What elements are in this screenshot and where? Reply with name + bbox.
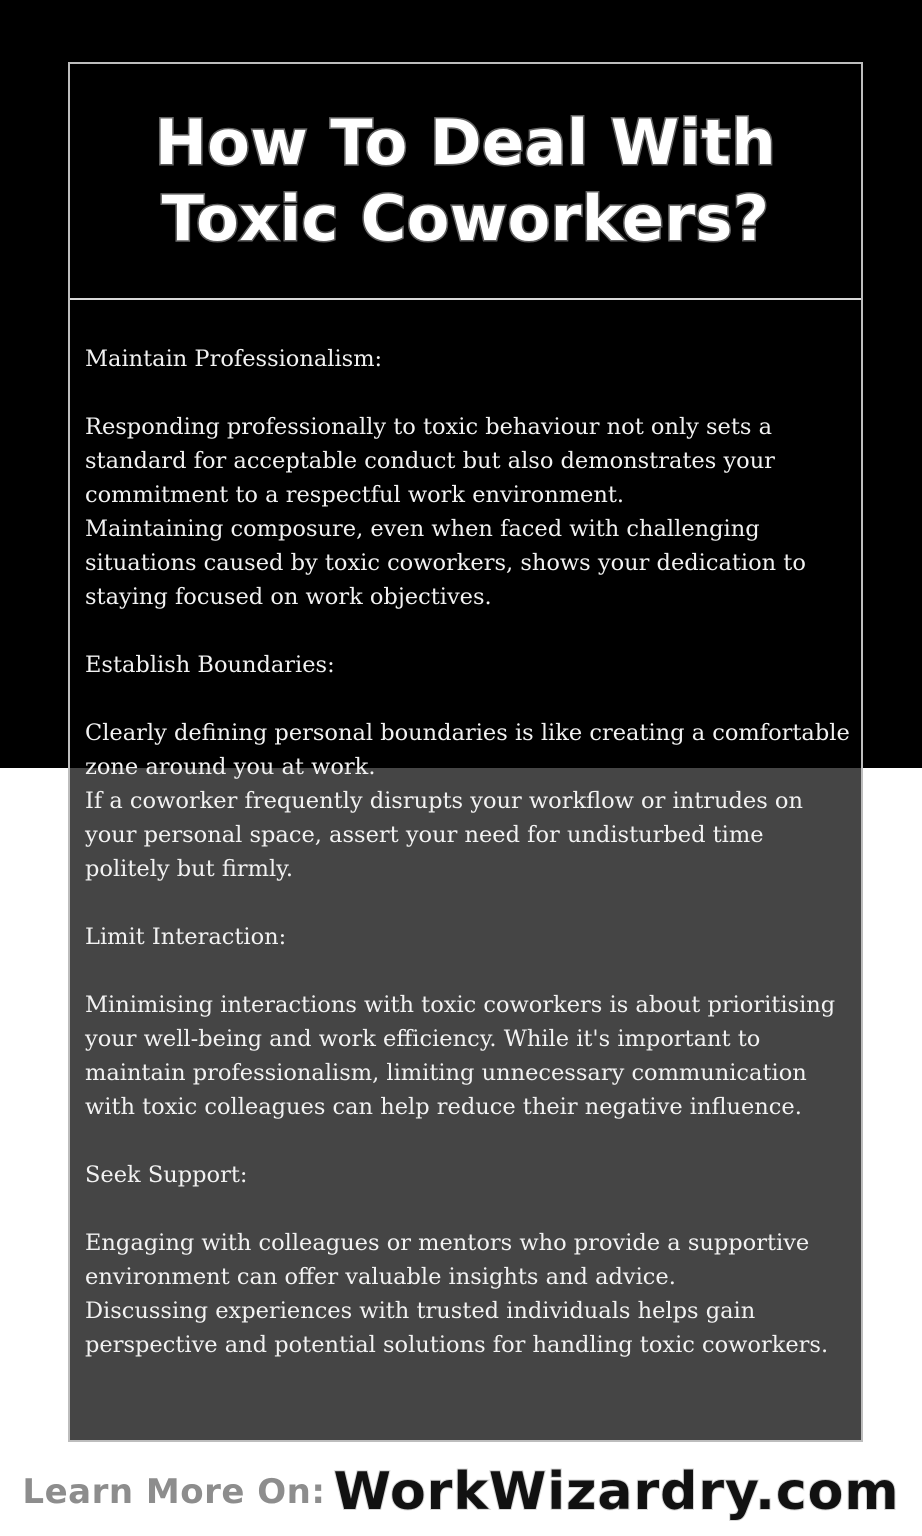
section-paragraph: Maintaining composure, even when faced with challenging situations caused by toxic coworkers, shows your dedication to staying focused on work objectives. bbox=[85, 516, 814, 610]
section-heading: Maintain Professionalism: bbox=[85, 346, 383, 372]
section-paragraph: Minimising interactions with toxic coworkers is about prioritising your well-being and work efficiency. While it's important to maintain professionalism, limiting unnecessary communication with toxic colleagues can help reduce their negative influence. bbox=[85, 992, 843, 1120]
article-content bbox=[85, 342, 855, 1362]
section-paragraph: Clearly defining personal boundaries is like creating a comfortable zone around you at work. bbox=[85, 720, 857, 780]
section-heading: Seek Support: bbox=[85, 1162, 248, 1188]
footer-banner bbox=[0, 1462, 922, 1522]
page-title: How To Deal With Toxic Coworkers? bbox=[154, 106, 777, 255]
section-paragraph: If a coworker frequently disrupts your workflow or intrudes on your personal space, assert your need for undisturbed time politely but firmly. bbox=[85, 788, 811, 882]
section-paragraph: Engaging with colleagues or mentors who provide a supportive environment can offer valuable insights and advice. bbox=[85, 1230, 817, 1290]
section-heading: Limit Interaction: bbox=[85, 924, 287, 950]
title-header bbox=[70, 64, 861, 300]
section-heading: Establish Boundaries: bbox=[85, 652, 335, 678]
section-paragraph: Responding professionally to toxic behaviour not only sets a standard for acceptable conduct but also demonstrates your commitment to a respectful work environment. bbox=[85, 414, 783, 508]
site-link[interactable]: WorkWizardry.com bbox=[333, 1462, 900, 1522]
section-paragraph: Discussing experiences with trusted individuals helps gain perspective and potential solutions for handling toxic coworkers. bbox=[85, 1298, 829, 1358]
content-card bbox=[68, 62, 863, 1442]
footer-prefix: Learn More On: bbox=[22, 1472, 326, 1512]
